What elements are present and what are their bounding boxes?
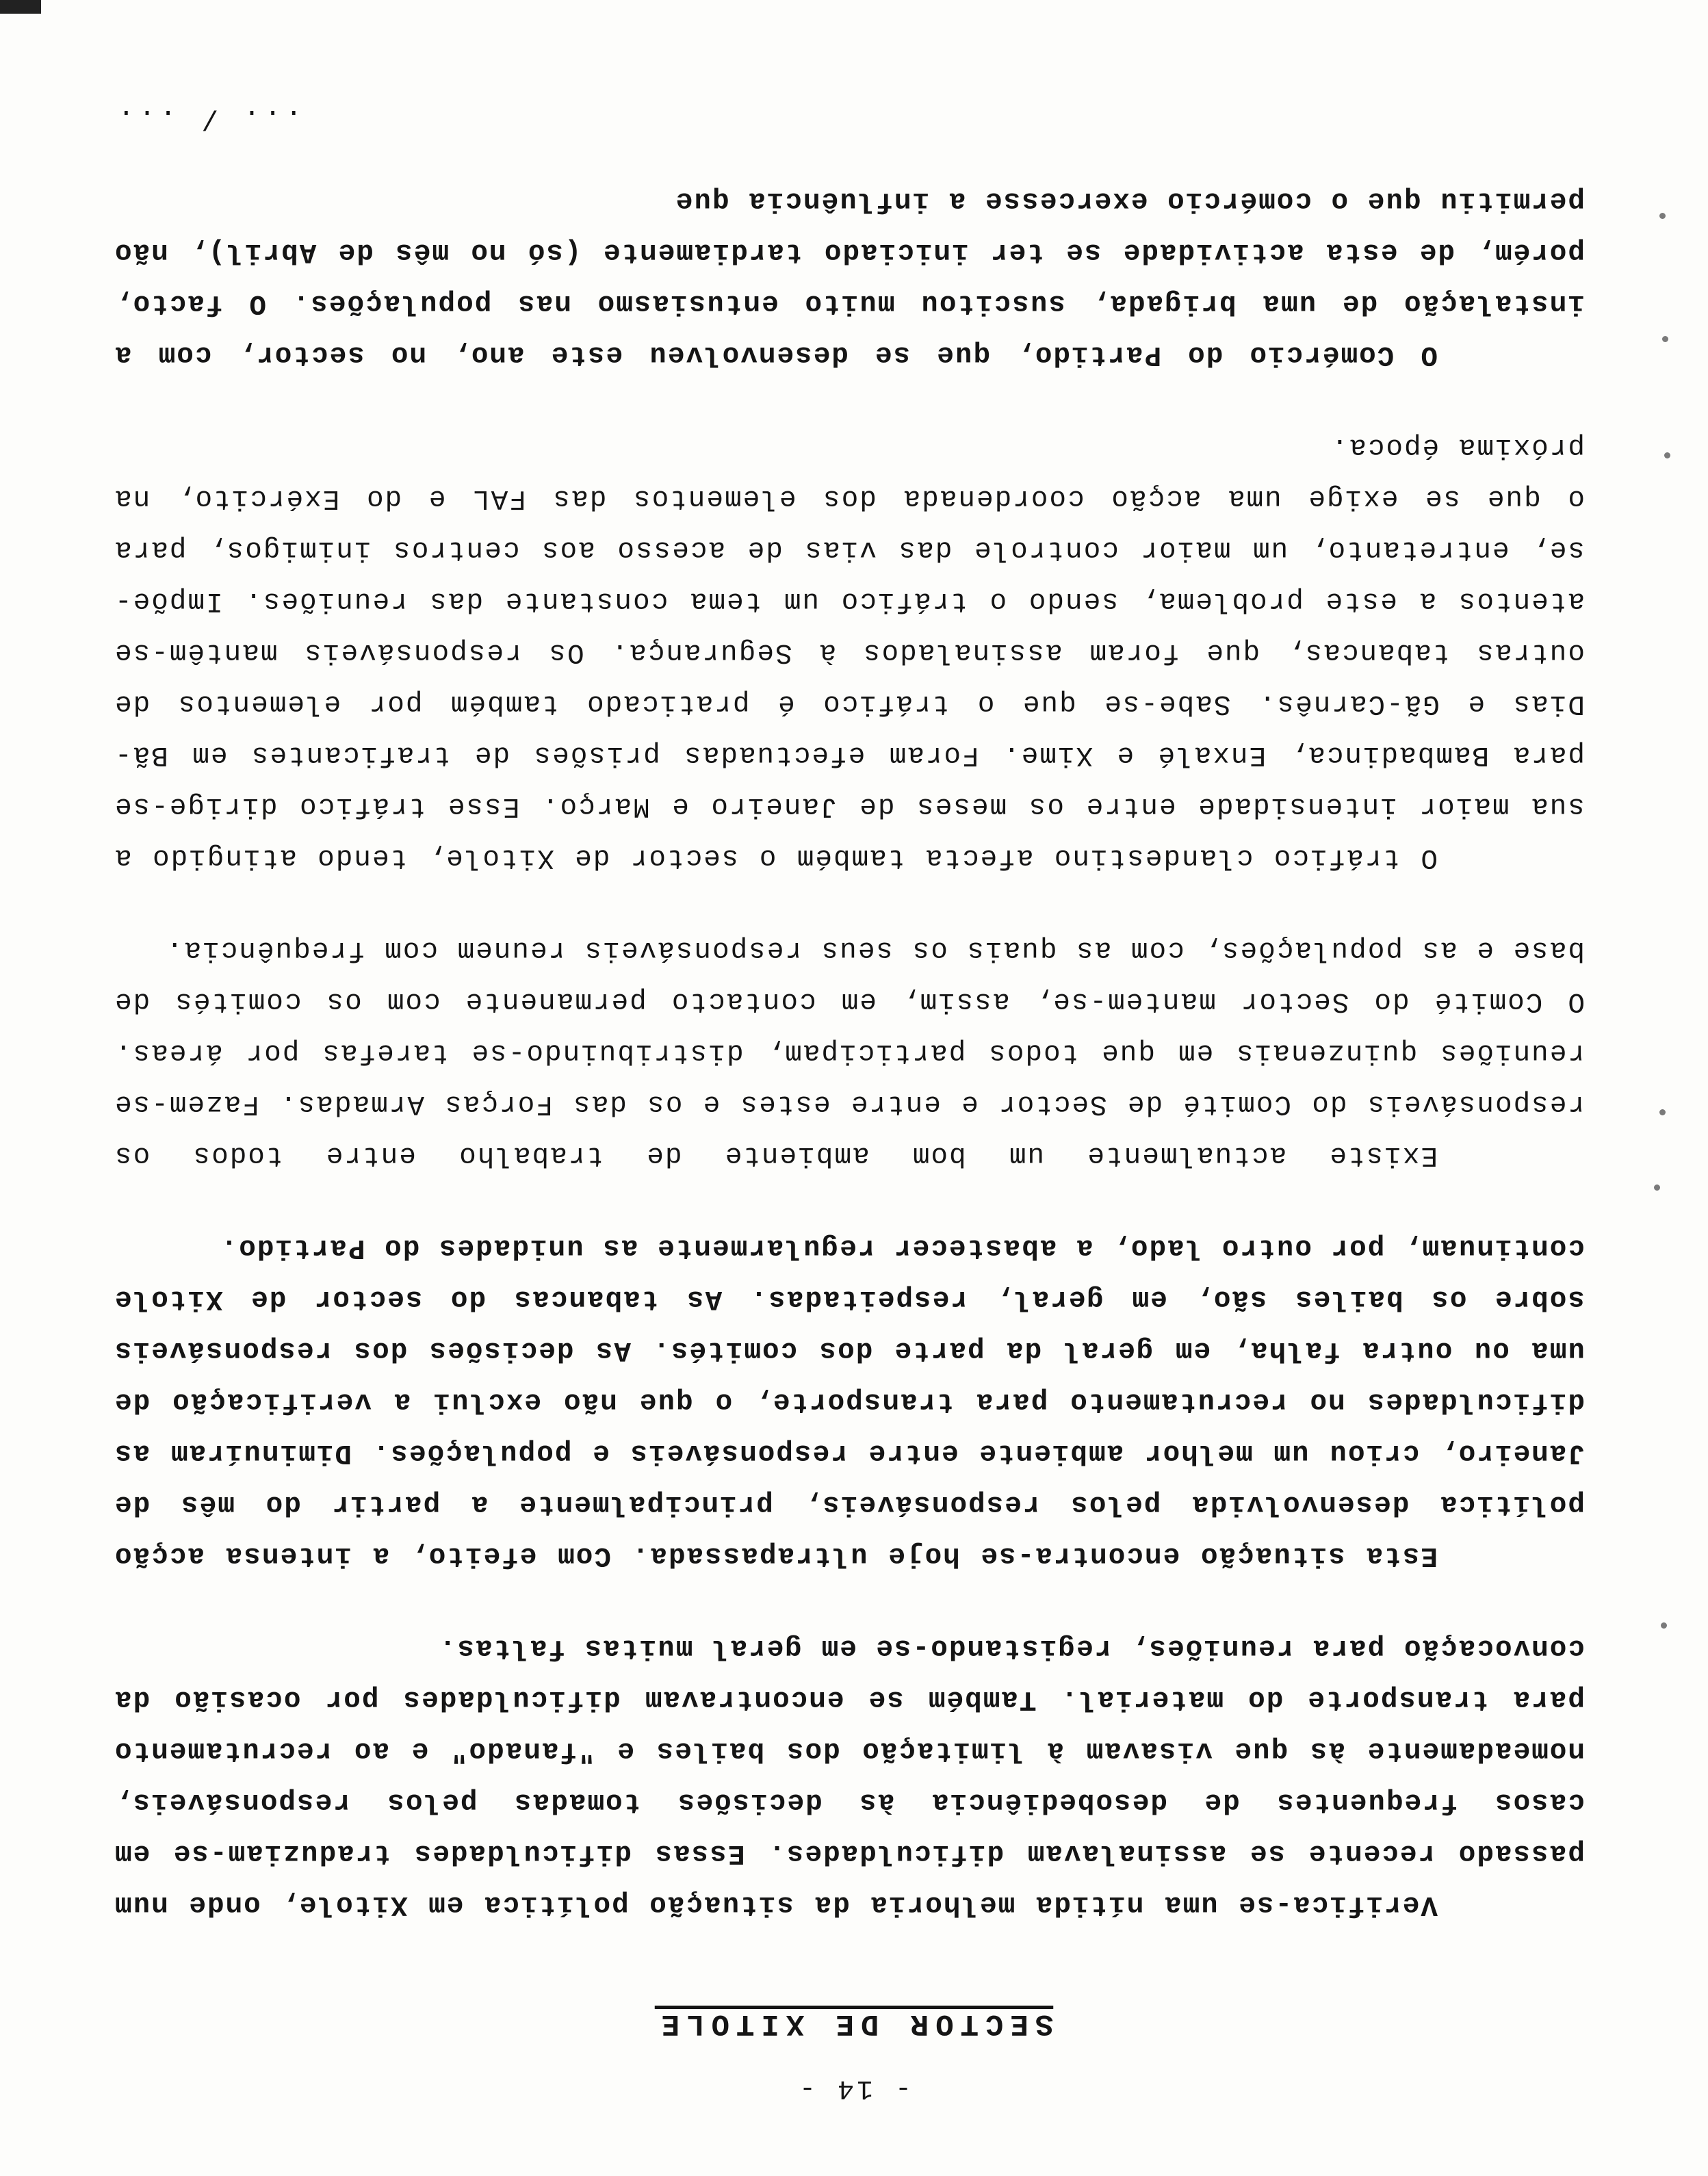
scan-speck — [1654, 1184, 1660, 1191]
paragraph-situation-overcome: Esta situação encontra-se hoje ultrapassada. Com efeito, a intensa acção política desenvolvida pelos responsáveis, principalmente a partir do mês de Janeiro, criou um melhor ambiente entre responsáveis e populações. Diminuíram as dificuldades no recrutamento para transporte, o que não exclui a verificação de uma ou outra falha, em geral da parte dos comités. As decisões dos responsáveis sobre os bailes são, em geral, respeitadas. As tabancas do sector de Xitole continuam, por outro lado, a abastecer regularmente as unidades do Partido. — [114, 1232, 1585, 1571]
continuation-mark: ... / ... — [114, 102, 302, 133]
paragraph-party-commerce: O Comércio do Partido, que se desenvolveu este ano, no sector, com a instalação de uma brigada, suscitou muito entusiasmo nas populações. O facto, porém, de esta actividade se ter iniciado tardiamente (só no mês de Abril), não permitiu que o comércio exercesse a influência que — [114, 185, 1585, 370]
page-number: - 14 - — [796, 2073, 912, 2103]
scan-speck — [1661, 1622, 1667, 1629]
scan-speck — [1664, 452, 1670, 458]
section-title: SECTOR DE XITOLE — [654, 2006, 1054, 2041]
scan-speck — [1659, 1109, 1666, 1115]
scan-speck — [1659, 213, 1666, 219]
paragraph-work-environment: Existe actualmente um bom ambiente de trabalho entre todos os responsáveis do Comité de Sector e entre estes e os das Forças Armadas. Fazem-se reuniões quinzenais em que todos participam, distribuindo-se tarefas por áreas. O Comité do Sector mantem-se, assim, em contacto permanente com os comités de base e as populações, com as quais os seus responsáveis reunem com frequência. — [114, 934, 1585, 1171]
paragraph-political-situation: Verifica-se uma nítida melhoria da situação política em Xitole, onde num passado recente se assinalavam dificuldades. Essas dificuldades traduziam-se em casos frequentes de desobediência às decisões tomadas pelos responsáveis, nomeadamente às que visavam à limitação dos bailes e "fanado" e ao recrutamento para transporte do material. Também se encontravam dificuldades por ocasião da convocação para reuniões, registando-se em geral muitas faltas. — [114, 1632, 1585, 1920]
paragraph-clandestine-traffic: O tráfico clandestino afecta também o sector de Xitole, tendo atingido a sua maior intensidade entre os meses de Janeiro e Março. Esse tráfico dirige-se para Bambadinca, Enxalé e Xime. Foram efectuadas prisões de traficantes em Bã-Dias e Gã-Carnês. Sabe-se que o tráfico é praticado também por elementos de outras tabancas, que foram assinalados à Segurança. Os responsáveis mantêm-se atentos a este problema, sendo o tráfico um tema constante das reuniões. Impõe-se, entretanto, um maior controle das vias de acesso aos centros inimigos, para o que se exige uma acção coordenada dos elementos das FAL e do Exército, na próxima época. — [114, 431, 1585, 873]
document-body — [114, 102, 1585, 1930]
scan-edge-mark — [0, 0, 41, 14]
scan-speck — [1662, 336, 1668, 342]
